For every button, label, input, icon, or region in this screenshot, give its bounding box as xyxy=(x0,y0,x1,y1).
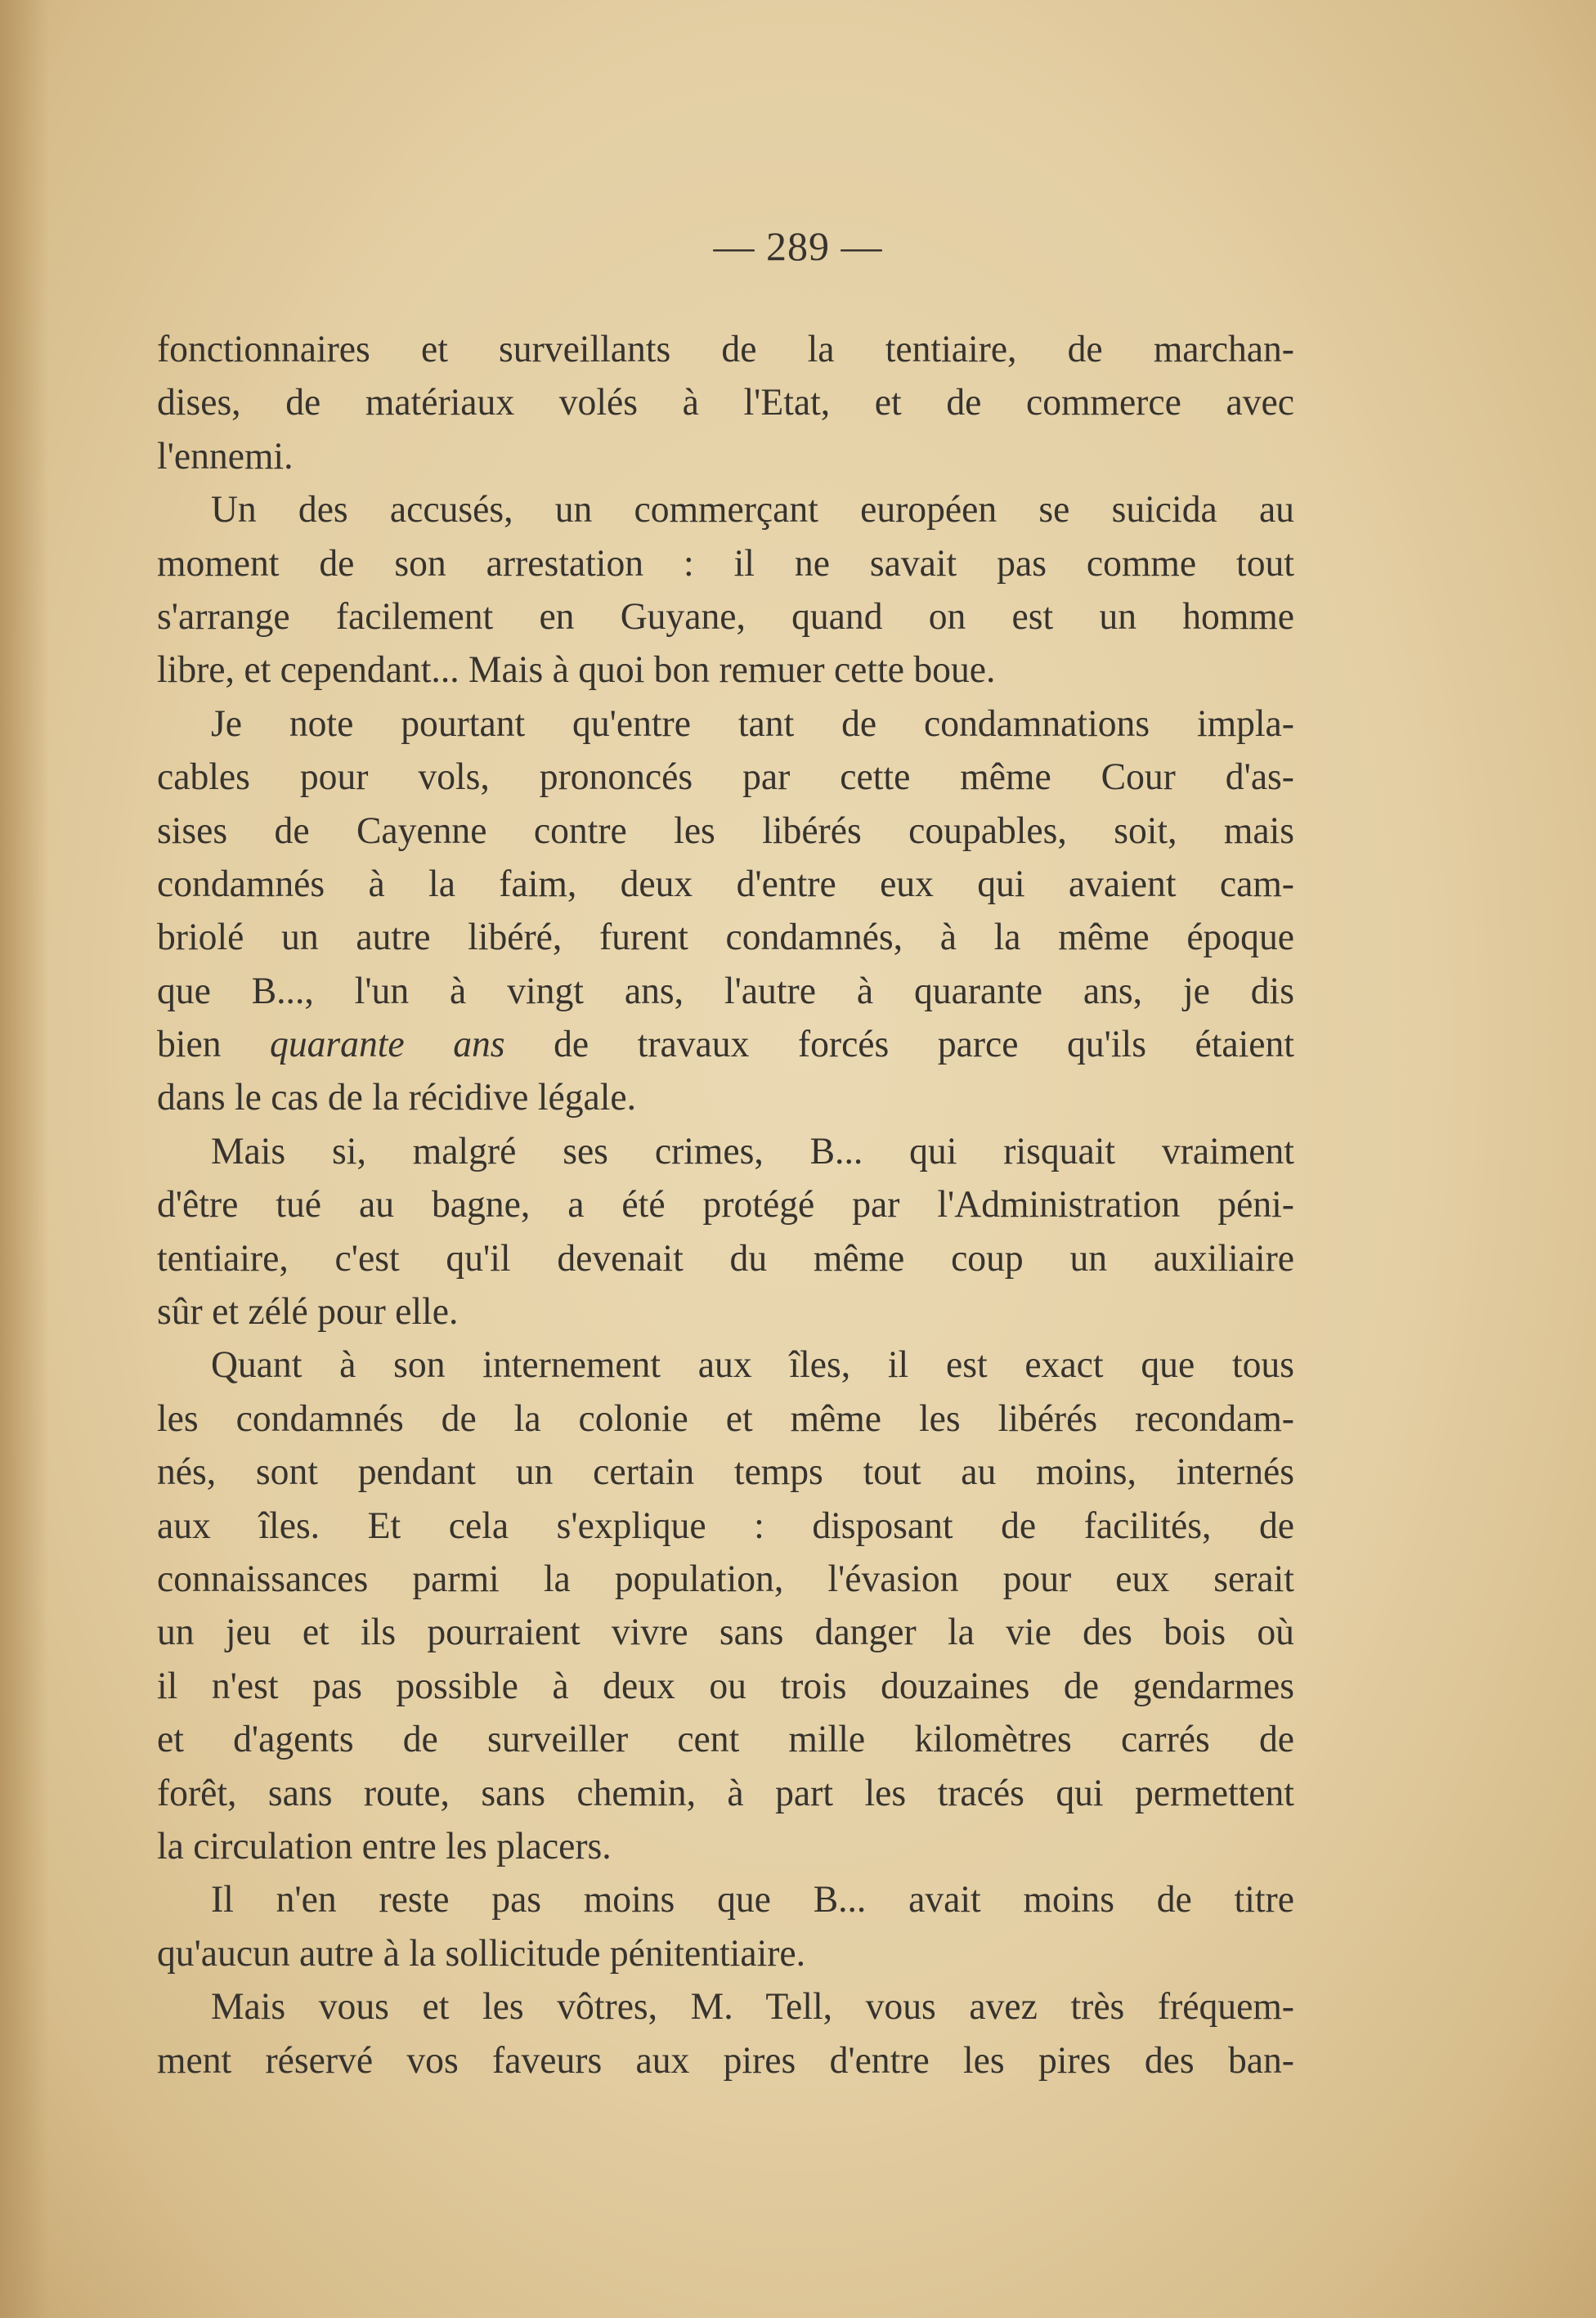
paragraph xyxy=(157,1338,1329,1873)
text-line: l'ennemi. xyxy=(157,434,294,477)
paragraph xyxy=(157,697,1329,1125)
text-line: sûr et zélé pour elle. xyxy=(157,1290,459,1334)
text-line: il n'est pas possible à deux ou trois douzaines de gendarmes xyxy=(157,1664,1294,1707)
text-line: aux îles. Et cela s'explique : disposant de facilités, de xyxy=(157,1504,1294,1547)
text-line: condamnés à la faim, deux d'entre eux qui avaient cam- xyxy=(157,862,1294,905)
italic-emphasis: quarante ans xyxy=(270,1023,505,1066)
paragraph xyxy=(157,1873,1329,1980)
text-line: libre, et cependant... Mais à quoi bon remuer cette boue. xyxy=(157,648,996,692)
text-line: un jeu et ils pourraient vivre sans danger la vie des bois où xyxy=(157,1611,1294,1654)
text-segment: bien xyxy=(157,1023,271,1066)
text-line: tentiaire, c'est qu'il devenait du même coup un auxiliaire xyxy=(157,1236,1294,1280)
text-line: Il n'en reste pas moins que B... avait moins de titre xyxy=(210,1878,1294,1921)
text-line: Mais si, malgré ses crimes, B... qui risquait vraiment xyxy=(210,1129,1294,1172)
text-line: que B..., l'un à vingt ans, l'autre à quarante ans, je dis xyxy=(157,969,1294,1012)
text-line: ment réservé vos faveurs aux pires d'entre les pires des ban- xyxy=(157,2038,1294,2082)
text-line: moment de son arrestation : il ne savait pas comme tout xyxy=(157,541,1294,585)
text-line: cables pour vols, prononcés par cette même Cour d'as- xyxy=(157,755,1294,799)
text-line: dans le cas de la récidive légale. xyxy=(157,1076,637,1119)
text-line: d'être tué au bagne, a été protégé par l'Administration péni- xyxy=(157,1183,1294,1226)
text-line: sises de Cayenne contre les libérés coupables, soit, mais xyxy=(157,809,1294,852)
text-line: les condamnés de la colonie et même les libérés recondam- xyxy=(157,1397,1294,1440)
text-line: Je note pourtant qu'entre tant de condamnations impla- xyxy=(210,702,1294,745)
text-segment: de travaux forcés parce qu'ils étaient xyxy=(504,1023,1294,1066)
text-line: connaissances parmi la population, l'évasion pour eux serait xyxy=(157,1557,1294,1600)
text-line: Un des accusés, un commerçant européen se suicida au xyxy=(210,488,1294,531)
page-number: — 289 — xyxy=(713,223,883,269)
text-line: et d'agents de surveiller cent mille kilomètres carrés de xyxy=(157,1718,1294,1761)
text-line: Mais vous et les vôtres, M. Tell, vous avez très fréquem- xyxy=(210,1985,1294,2029)
text-line: briolé un autre libéré, furent condamnés, à la même époque xyxy=(157,916,1294,959)
text-line: dises, de matériaux volés à l'Etat, et de commerce avec xyxy=(157,381,1294,424)
text-line: la circulation entre les placers. xyxy=(157,1824,612,1867)
text-line: Quant à son internement aux îles, il est exact que tous xyxy=(210,1343,1294,1387)
paragraph xyxy=(157,323,1329,483)
paragraph xyxy=(157,483,1329,697)
text-line: nés, sont pendant un certain temps tout au moins, internés xyxy=(157,1450,1294,1494)
text-line: fonctionnaires et surveillants de la tentiaire, de marchan- xyxy=(157,328,1294,370)
text-line xyxy=(157,1018,1294,1071)
text-line: forêt, sans route, sans chemin, à part les tracés qui permettent xyxy=(157,1771,1294,1814)
text-line: qu'aucun autre à la sollicitude pénitentiaire. xyxy=(157,1931,806,1975)
text-line: s'arrange facilement en Guyane, quand on est un homme xyxy=(157,594,1294,638)
paragraph xyxy=(157,1980,1329,2087)
paragraph xyxy=(157,1125,1329,1339)
body-text xyxy=(157,323,1329,2087)
page-edge-shadow xyxy=(0,0,49,2318)
